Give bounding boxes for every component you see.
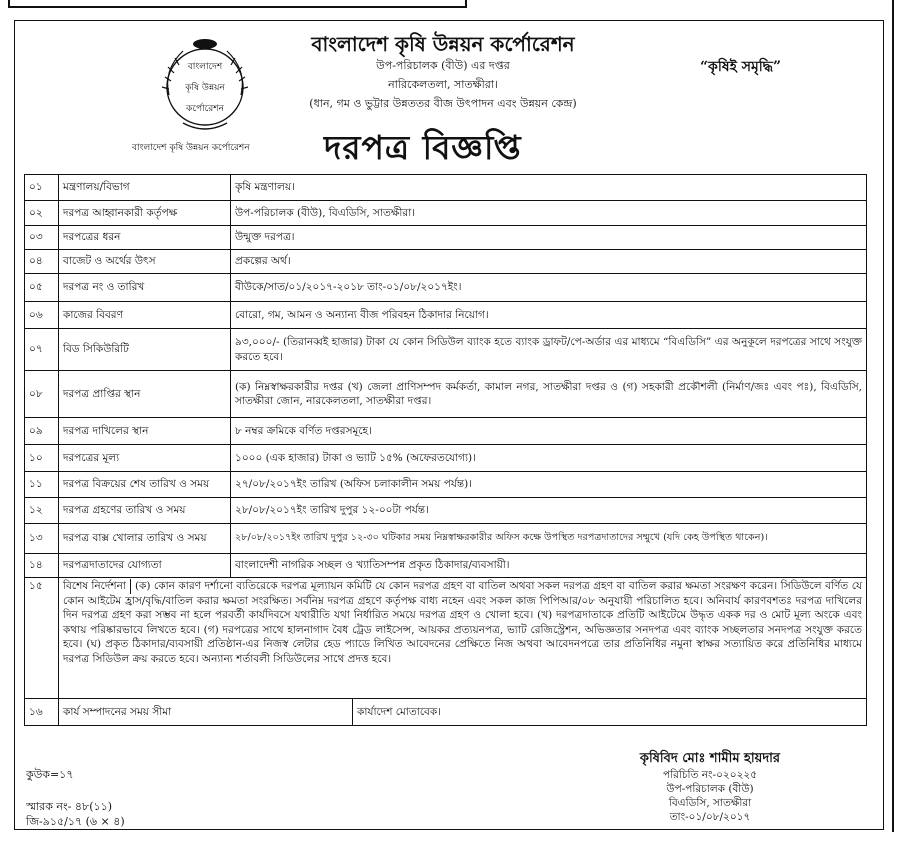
row-field: মন্ত্রণালয়/বিভাগ (59, 175, 231, 201)
row-value: ২৭/০৮/২০১৭ইং তারিখ (অফিস চলাকালীন সময় পর্যন্ত)। (231, 472, 867, 498)
table-row (25, 201, 867, 226)
table-row (25, 524, 867, 554)
row-serial: ০১ (25, 175, 59, 201)
row-serial: ১৩ (25, 524, 59, 554)
row-field: দরপত্র আহ্বানকারী কর্তৃপক্ষ (59, 201, 231, 226)
logo-caption: বাংলাদেশ কৃষি উন্নয়ন কর্পোরেশন (132, 143, 250, 153)
table-row (25, 175, 867, 201)
seal-text-bottom: কর্পোরেশন (186, 104, 224, 114)
row-serial: ০৫ (25, 274, 59, 302)
table-row (25, 498, 867, 524)
tender-table (24, 174, 867, 726)
top-border-strip (8, 0, 467, 8)
table-row (25, 472, 867, 498)
table-row (25, 329, 867, 371)
row-field: দরপত্রদাতাদের যোগ্যতা (59, 554, 231, 578)
seal-text-top: বাংলাদেশ (187, 62, 223, 72)
row-value: প্রকল্পের অর্থ। (231, 250, 867, 274)
row-value: বীউকে/সাত/০১/২০১৭-২০১৮ তাং-০১/০৮/২০১৭ইং। (231, 274, 867, 302)
right-edge-line (892, 0, 894, 832)
table-row (25, 250, 867, 274)
row-field: দরপত্র বাক্স খোলার তারিখ ও সময় (59, 524, 231, 554)
row-field: দরপত্র নং ও তারিখ (59, 274, 231, 302)
signature-block (600, 750, 820, 824)
signatory-designation: উপ-পরিচালক (বীউ) (666, 783, 754, 795)
row-serial: ১১ (25, 472, 59, 498)
row-serial: ০৪ (25, 250, 59, 274)
badc-logo-seal (155, 35, 255, 135)
row-value: ১০০০ (এক হাজার) টাকা ও ভ্যাট ১৫% (অফেরতযোগ্য)। (231, 445, 867, 472)
table-row (25, 371, 867, 418)
gd-number: জি-৯১৫/১৭ (৬ × ৪) (26, 815, 125, 828)
office-line: উপ-পরিচালক (বীউ) এর দপ্তর (376, 59, 510, 72)
row-serial: ০৩ (25, 226, 59, 250)
row-field: বাজেট ও অর্থের উৎস (59, 250, 231, 274)
row-serial: ০৮ (25, 371, 59, 418)
row-field: দরপত্রের ধরন (59, 226, 231, 250)
row-value: কার্যাদেশ মোতাবেক। (353, 699, 867, 726)
row-serial: ০৯ (25, 418, 59, 445)
row-value: (ক) নিম্নস্বাক্ষরকারীর দপ্তর (খ) জেলা প্রাণিসম্পদ কর্মকর্তা, কামাল নগর, সাতক্ষীরা দপ্তর ও (গ) সহকারী প্রকৌশলী (নির্মাণ/জঃ এবং পঃ), বিএডিসি, সাতক্ষীরা জোন, নারকেলতলা, সাতক্ষীরা দপ্তর। (231, 371, 867, 418)
location-line: নারিকেলতলা, সাতক্ষীরা। (388, 78, 498, 91)
table-row (25, 226, 867, 250)
memo-number: স্মারক নং- ৪৮(১১) (26, 800, 113, 813)
row-field: বিড সিকিউরিটি (59, 329, 231, 371)
table-row (25, 554, 867, 578)
special-instructions (59, 578, 867, 699)
header-block (278, 32, 608, 113)
row-serial: ০২ (25, 201, 59, 226)
table-row-special (25, 578, 867, 699)
row-field: দরপত্র প্রাপ্তির স্থান (59, 371, 231, 418)
notice-title: দরপত্র বিজ্ঞপ্তি (324, 128, 522, 167)
row-field: দরপত্র দাখিলের স্থান (59, 418, 231, 445)
row-serial: ০৬ (25, 302, 59, 329)
row-field: কার্য সম্পাদনের সময় সীমা (59, 699, 353, 726)
signatory-org: বিএডিসি, সাতক্ষীরা (668, 797, 752, 809)
table-row (25, 418, 867, 445)
row-value: কৃষি মন্ত্রণালয়। (231, 175, 867, 201)
row-value: ২৮/০৮/২০১৭ইং তারিখ দুপুর ১২-০০টা পর্যন্ত। (231, 498, 867, 524)
row-serial: ১৫ (25, 578, 59, 699)
signatory-name: কৃষিবিদ মোঃ শামীম হায়দার (639, 751, 781, 766)
special-label: বিশেষ নির্দেশনা (63, 579, 131, 594)
table-row (25, 302, 867, 329)
row-field: দরপত্র বিক্রয়ের শেষ তারিখ ও সময় (59, 472, 231, 498)
table-row (25, 274, 867, 302)
center-line: (ধান, গম ও ভুট্টার উন্নততর বীজ উৎপাদন এবং উন্নয়ন কেন্দ্র) (309, 97, 577, 110)
org-name: বাংলাদেশ কৃষি উন্নয়ন কর্পোরেশন (311, 32, 575, 56)
special-text: (ক) কোন কারণ দর্শানো ব্যতিরেকে দরপত্র মূল্যায়ন কমিটি যে কোন দরপত্র গ্রহণ বা বাতিল অথবা সকল দরপত্র গ্রহণ বা বাতিল করার ক্ষমতা সংরক্ষণ করেন। সিডিউলে বর্ণিত যে কোন আইটেম হ্রাস/বৃদ্ধি/বাতিল করার ক্ষমতা সংরক্ষিত। সর্বনিম্ন দরপত্র গ্রহণে কর্তৃপক্ষ বাধ্য নহেন এবং সকল কাজ পিপিআর/০৮ অনুযায়ী পরিচালিত হবে। অনিবার্য কারণবশতঃ দরপত্র দাখিলের দিন দরপত্র গ্রহণ করা সম্ভব না হলে পরবর্তী কার্যদিবসে যথারীতি যথা নির্ধারিত সময়ে দরপত্র গ্রহণ ও খোলা হবে। (খ) দরপত্রদাতাকে প্রতিটি আইটেমে উদ্ধৃত একক দর ও মোট মূল্য অংকে এবং কথায় পরিষ্কারভাবে লিখতে হবে। (গ) দরপত্রের সাথে হালনাগাদ বৈধ ট্রেড লাইসেন্স, আয়কর প্রত্যয়নপত্র, ভ্যাট রেজিস্ট্রেশন, অভিজ্ঞতার সনদপত্র এবং ব্যাংক সচ্ছলতার সনদপত্র সংযুক্ত করতে হবে। (ঘ) প্রকৃত ঠিকাদার/ব্যবসায়ী প্রতিষ্ঠান-এর নিজস্ব লেটার হেড প্যাডে লিখিত আবেদনের প্রেক্ষিতে নিজ অথবা আবেদনপত্রে তার প্রতিনিধির নমুনা স্বাক্ষর সত্যায়িত করে প্রতিনিধির মাধ্যমে দরপত্র সিডিউল ক্রয় করতে হবে। অন্যান্য শর্তাবলী সিডিউলের সাথে প্রদত্ত হবে। (63, 580, 862, 665)
row-serial: ১০ (25, 445, 59, 472)
row-value: উপ-পরিচালক (বীউ), বিএডিসি, সাতক্ষীরা। (231, 201, 867, 226)
table-row (25, 699, 867, 726)
table-row (25, 445, 867, 472)
signature-date: তাং-০১/০৮/২০১৭ (669, 811, 751, 823)
row-serial: ১৪ (25, 554, 59, 578)
row-serial: ১২ (25, 498, 59, 524)
row-value: ৮ নম্বর ক্রমিকে বর্ণিত দপ্তরসমূহে। (231, 418, 867, 445)
row-value: ২৮/০৮/২০১৭ইং তারিখ দুপুর ১২-৩০ ঘটিকার সময় নিম্নস্বাক্ষরকারীর অফিস কক্ষে উপস্থিত দরপত্রদাতাদের সম্মুখে (যদি কেহ উপস্থিত থাকেন)। (231, 524, 867, 554)
seal-text-mid: কৃষি উন্নয়ন (185, 83, 225, 93)
row-serial: ১৬ (25, 699, 59, 726)
row-field: দরপত্রের মূল্য (59, 445, 231, 472)
row-serial: ০৭ (25, 329, 59, 371)
row-value: উন্মুক্ত দরপত্র। (231, 226, 867, 250)
row-field: দরপত্র গ্রহণের তারিখ ও সময় (59, 498, 231, 524)
row-value: বোরো, গম, আমন ও অন্যান্য বীজ পরিবহন ঠিকাদার নিয়োগ। (231, 302, 867, 329)
signatory-id: পরিচিতি নং-০২০২২৫ (662, 769, 758, 781)
footer-code: কুউক=১৭ (26, 768, 74, 781)
row-value: ৯৩,০০০/- (তিরানব্বই হাজার) টাকা যে কোন সিডিউল ব্যাংক হতে ব্যাংক ড্রাফট/পে-অর্ডার এর মাধ্যমে “বিএডিসি” এর অনুকূলে দরপত্রের সাথে সংযুক্ত করতে হবে। (231, 329, 867, 371)
row-value: বাংলাদেশী নাগরিক সচ্ছল ও খ্যাতিসম্পন্ন প্রকৃত ঠিকাদার/ব্যবসায়ী। (231, 554, 867, 578)
motto: “কৃষিই সমৃদ্ধি” (700, 59, 782, 75)
row-field: কাজের বিবরণ (59, 302, 231, 329)
